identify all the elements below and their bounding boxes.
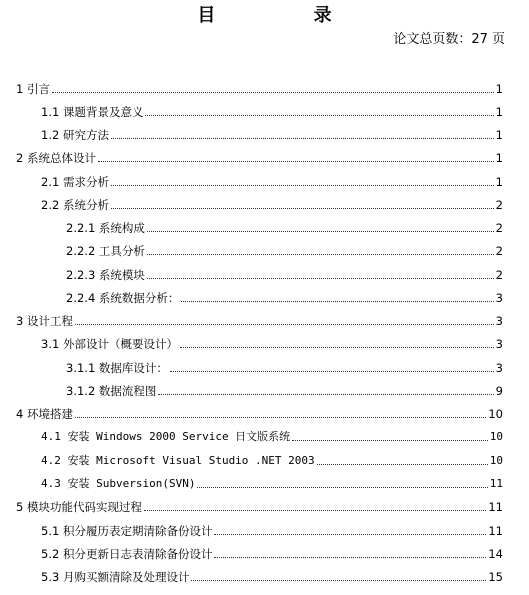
toc-entry-label: 4.2 安装 Microsoft Visual Studio .NET 2003 bbox=[41, 454, 315, 467]
toc-entry-page: 11 bbox=[488, 524, 503, 538]
toc-entry-page: 2 bbox=[495, 244, 503, 258]
toc-entry-page: 11 bbox=[488, 500, 503, 514]
toc-entry[interactable] bbox=[66, 242, 503, 258]
toc-entry[interactable] bbox=[41, 196, 503, 212]
toc-entry-page: 10 bbox=[489, 430, 503, 443]
toc-entry[interactable] bbox=[66, 219, 503, 235]
toc-leader-dots bbox=[158, 394, 493, 395]
toc-entry-label: 5.2 积分更新日志表清除备份设计 bbox=[41, 547, 213, 561]
toc-entry-page: 1 bbox=[495, 82, 503, 96]
toc-entry-page: 1 bbox=[495, 175, 503, 189]
toc-entry[interactable] bbox=[16, 312, 503, 328]
toc-entry-label: 2.2.4 系统数据分析： bbox=[66, 291, 180, 305]
toc-entry-page: 2 bbox=[495, 198, 503, 212]
toc-leader-dots bbox=[75, 417, 486, 418]
toc-entry[interactable] bbox=[66, 266, 503, 282]
toc-entry-label: 3.1.1 数据库设计： bbox=[66, 361, 168, 375]
toc-leader-dots bbox=[214, 557, 486, 558]
toc-entry-label: 3 设计工程 bbox=[16, 314, 73, 328]
toc-leader-dots bbox=[147, 254, 494, 255]
toc-entry-page: 1 bbox=[495, 151, 503, 165]
toc-entry[interactable] bbox=[41, 522, 503, 538]
toc-entry-label: 4 环境搭建 bbox=[16, 407, 73, 421]
toc-leader-dots bbox=[197, 487, 487, 488]
toc-entry[interactable] bbox=[16, 149, 503, 165]
toc-entry-page: 1 bbox=[495, 105, 503, 119]
toc-entry-label: 4.1 安装 Windows 2000 Service 日文版系统 bbox=[41, 430, 291, 443]
toc-leader-dots bbox=[98, 161, 494, 162]
toc-entry-page: 9 bbox=[495, 384, 503, 398]
toc-leader-dots bbox=[144, 510, 486, 511]
toc-entry-label: 3.1.2 数据流程图 bbox=[66, 384, 157, 398]
toc-leader-dots bbox=[214, 534, 486, 535]
toc-entry[interactable] bbox=[41, 173, 503, 189]
toc-entry[interactable] bbox=[16, 498, 503, 514]
toc-entry-label: 5 模块功能代码实现过程 bbox=[16, 500, 142, 514]
toc-entry-label: 2.2 系统分析 bbox=[41, 198, 109, 212]
toc-leader-dots bbox=[111, 208, 494, 209]
toc-entry-page: 3 bbox=[495, 361, 503, 375]
toc-leader-dots bbox=[111, 185, 494, 186]
toc-entry[interactable] bbox=[41, 452, 503, 468]
toc-entry-page: 11 bbox=[489, 477, 503, 490]
toc-entry[interactable] bbox=[66, 382, 503, 398]
toc-leader-dots bbox=[191, 580, 486, 581]
toc-entry-label: 2.1 需求分析 bbox=[41, 175, 109, 189]
toc-entry-label: 3.1 外部设计（概要设计） bbox=[41, 337, 178, 351]
toc-entry-label: 2.2.1 系统构成 bbox=[66, 221, 145, 235]
toc-entry-page: 10 bbox=[488, 407, 503, 421]
toc-entry[interactable] bbox=[66, 359, 503, 375]
toc-leader-dots bbox=[317, 464, 488, 465]
toc-entry-page: 3 bbox=[495, 291, 503, 305]
toc-leader-dots bbox=[292, 440, 488, 441]
toc-entry-label: 5.1 积分履历表定期清除备份设计 bbox=[41, 524, 213, 538]
toc-leader-dots bbox=[145, 115, 493, 116]
toc-entry-label: 2.2.3 系统模块 bbox=[66, 268, 145, 282]
toc-entry-page: 10 bbox=[489, 454, 503, 467]
total-page-count: 论文总页数：27 页 bbox=[393, 32, 505, 47]
toc-entry[interactable] bbox=[41, 335, 503, 351]
toc-leader-dots bbox=[180, 347, 494, 348]
page-title: 目 录 bbox=[197, 5, 378, 26]
toc-entry[interactable] bbox=[41, 428, 503, 444]
toc-entry[interactable] bbox=[66, 289, 503, 305]
toc-entry-label: 1.1 课题背景及意义 bbox=[41, 105, 144, 119]
toc-entry-label: 4.3 安装 Subversion(SVN) bbox=[41, 477, 196, 490]
toc-entry-label: 1.2 研究方法 bbox=[41, 128, 109, 142]
toc-entry-label: 1 引言 bbox=[16, 82, 50, 96]
toc-leader-dots bbox=[147, 231, 494, 232]
toc-leader-dots bbox=[181, 301, 493, 302]
toc-entry[interactable] bbox=[41, 568, 503, 584]
toc-entry[interactable] bbox=[41, 103, 503, 119]
toc-leader-dots bbox=[111, 138, 494, 139]
toc-entry-label: 2.2.2 工具分析 bbox=[66, 244, 145, 258]
toc-entry-page: 15 bbox=[488, 570, 503, 584]
toc-leader-dots bbox=[75, 324, 494, 325]
toc-entry[interactable] bbox=[41, 545, 503, 561]
toc-leader-dots bbox=[52, 92, 494, 93]
toc-entry-label: 2 系统总体设计 bbox=[16, 151, 96, 165]
toc-entry[interactable] bbox=[16, 405, 503, 421]
toc-entry[interactable] bbox=[41, 126, 503, 142]
toc-entry-page: 3 bbox=[495, 314, 503, 328]
toc-entry-page: 2 bbox=[495, 221, 503, 235]
toc-entry-page: 1 bbox=[495, 128, 503, 142]
toc-entry[interactable] bbox=[41, 475, 503, 491]
toc-entry-page: 3 bbox=[495, 337, 503, 351]
toc-entry-page: 2 bbox=[495, 268, 503, 282]
toc-entry-page: 14 bbox=[488, 547, 503, 561]
toc-leader-dots bbox=[170, 371, 494, 372]
toc-entry[interactable] bbox=[16, 80, 503, 96]
toc-entry-label: 5.3 月购买额清除及处理设计 bbox=[41, 570, 190, 584]
toc-leader-dots bbox=[147, 278, 494, 279]
